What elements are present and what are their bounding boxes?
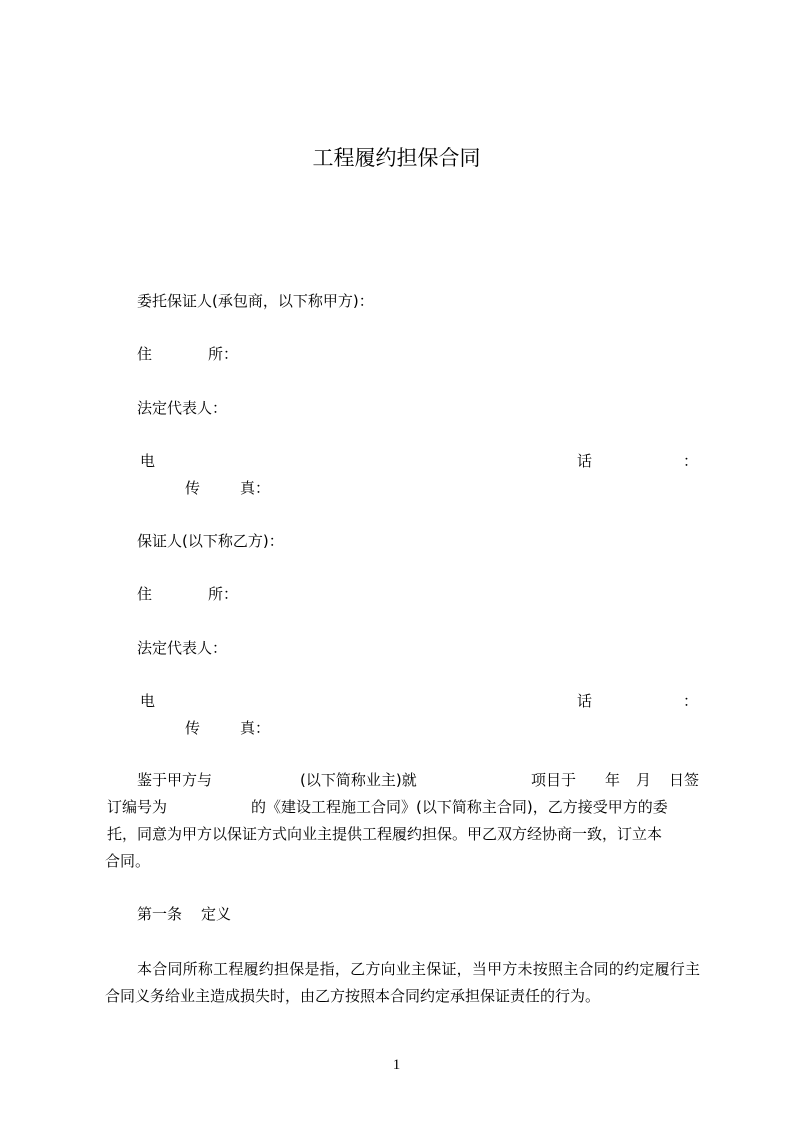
party-b-phone-label-mid: 话: [577, 692, 593, 710]
article-heading-number: 第一条: [137, 905, 183, 923]
party-a-fax-label-right: 真：: [240, 479, 271, 497]
party-b-fax-label-left: 传: [185, 719, 201, 737]
party-b-fax-label-right: 真：: [240, 719, 271, 737]
party-b-phone-colon: ：: [683, 692, 699, 710]
article-body: 本合同所称工程履约担保是指，乙方向业主保证，当甲方未按照主合同的约定履行主合同义务给业主造成损失时，由乙方按照本合同约定承担保证责任的行为。: [105, 960, 700, 1005]
party-a-phone-colon: ：: [683, 452, 699, 470]
party-a-fax-label-left: 传: [185, 479, 201, 497]
preamble-text: 订编号为: [107, 798, 168, 816]
party-b-phone-label-left: 电: [140, 692, 156, 710]
preamble-text: 鉴于甲方与: [137, 771, 213, 789]
party-b-legal-rep-label: 法定代表人：: [137, 639, 228, 657]
party-a-address-label-right: 所：: [208, 345, 239, 363]
preamble-text: 项目于: [531, 771, 577, 789]
party-a-phone-label-mid: 话: [577, 452, 593, 470]
preamble-text: 日签: [669, 771, 700, 789]
preamble-text: 托，同意为甲方以保证方式向业主提供工程履约担保。甲乙双方经协商一致，订立本: [107, 825, 663, 843]
preamble-text: 月: [636, 771, 652, 789]
preamble-text: 的《建设工程施工合同》(以下简称主合同)，乙方接受甲方的委: [251, 798, 668, 816]
party-a-phone-label-left: 电: [140, 452, 156, 470]
party-b-heading: 保证人(以下称乙方)：: [137, 532, 284, 550]
party-a-heading: 委托保证人(承包商，以下称甲方)：: [137, 292, 374, 310]
party-b-address-label-right: 所：: [208, 585, 239, 603]
document-title: 工程履约担保合同: [312, 146, 481, 170]
party-b-address-label-left: 住: [137, 585, 153, 603]
preamble-text: 合同。: [105, 852, 151, 870]
party-a-address-label-left: 住: [137, 345, 153, 363]
preamble-text: 年: [605, 771, 621, 789]
preamble-text: (以下简称业主)就: [300, 771, 417, 789]
page-number: 1: [392, 1057, 401, 1073]
party-a-legal-rep-label: 法定代表人：: [137, 399, 228, 417]
article-heading-text: 定义: [201, 905, 232, 923]
